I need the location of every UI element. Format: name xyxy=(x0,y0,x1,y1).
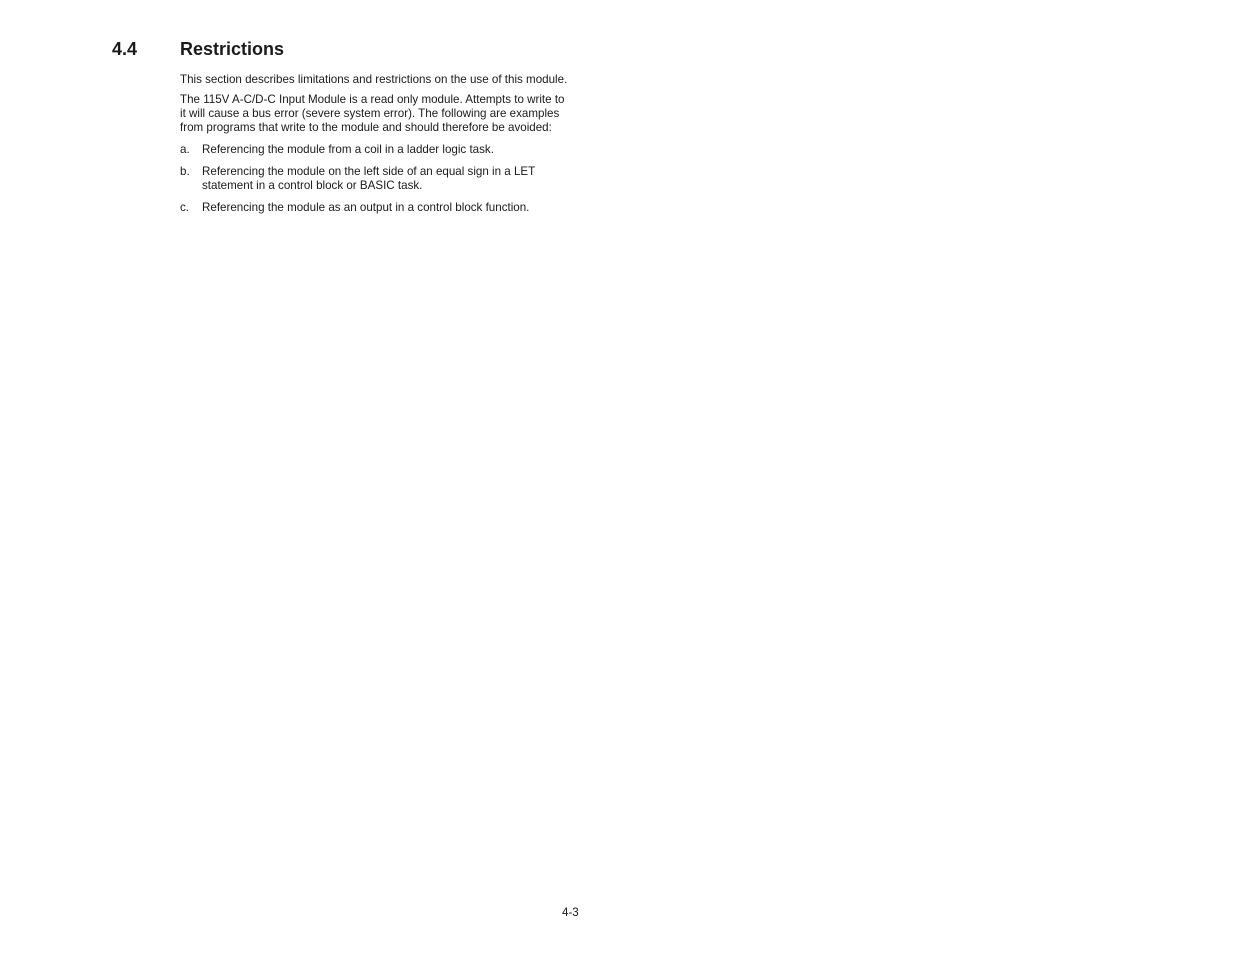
section-title: Restrictions xyxy=(180,39,285,59)
list-item-text: Referencing the module from a coil in a ladder logic task. xyxy=(202,143,494,156)
list-marker: b. xyxy=(180,165,190,178)
list-item xyxy=(180,143,570,157)
examples-list xyxy=(180,143,570,215)
list-item-text: Referencing the module on the left side of an equal sign in a LET statement in a control block or BASIC task. xyxy=(202,165,536,192)
intro-paragraph: This section describes limitations and restrictions on the use of this module. xyxy=(180,73,568,86)
list-item xyxy=(180,201,570,215)
list-item xyxy=(180,165,570,193)
section-body xyxy=(180,73,570,223)
list-marker: c. xyxy=(180,201,190,214)
list-marker: a. xyxy=(180,143,190,156)
page-number: 4-3 xyxy=(562,906,579,919)
section-number: 4.4 xyxy=(112,39,138,59)
read-only-paragraph: The 115V A-C/D-C Input Module is a read only module. Attempts to write to it will cause a bus error (severe system error). The following are examples from programs that write to the module and should therefore be avoided: xyxy=(180,93,565,134)
list-item-text: Referencing the module as an output in a control block function. xyxy=(202,201,530,214)
